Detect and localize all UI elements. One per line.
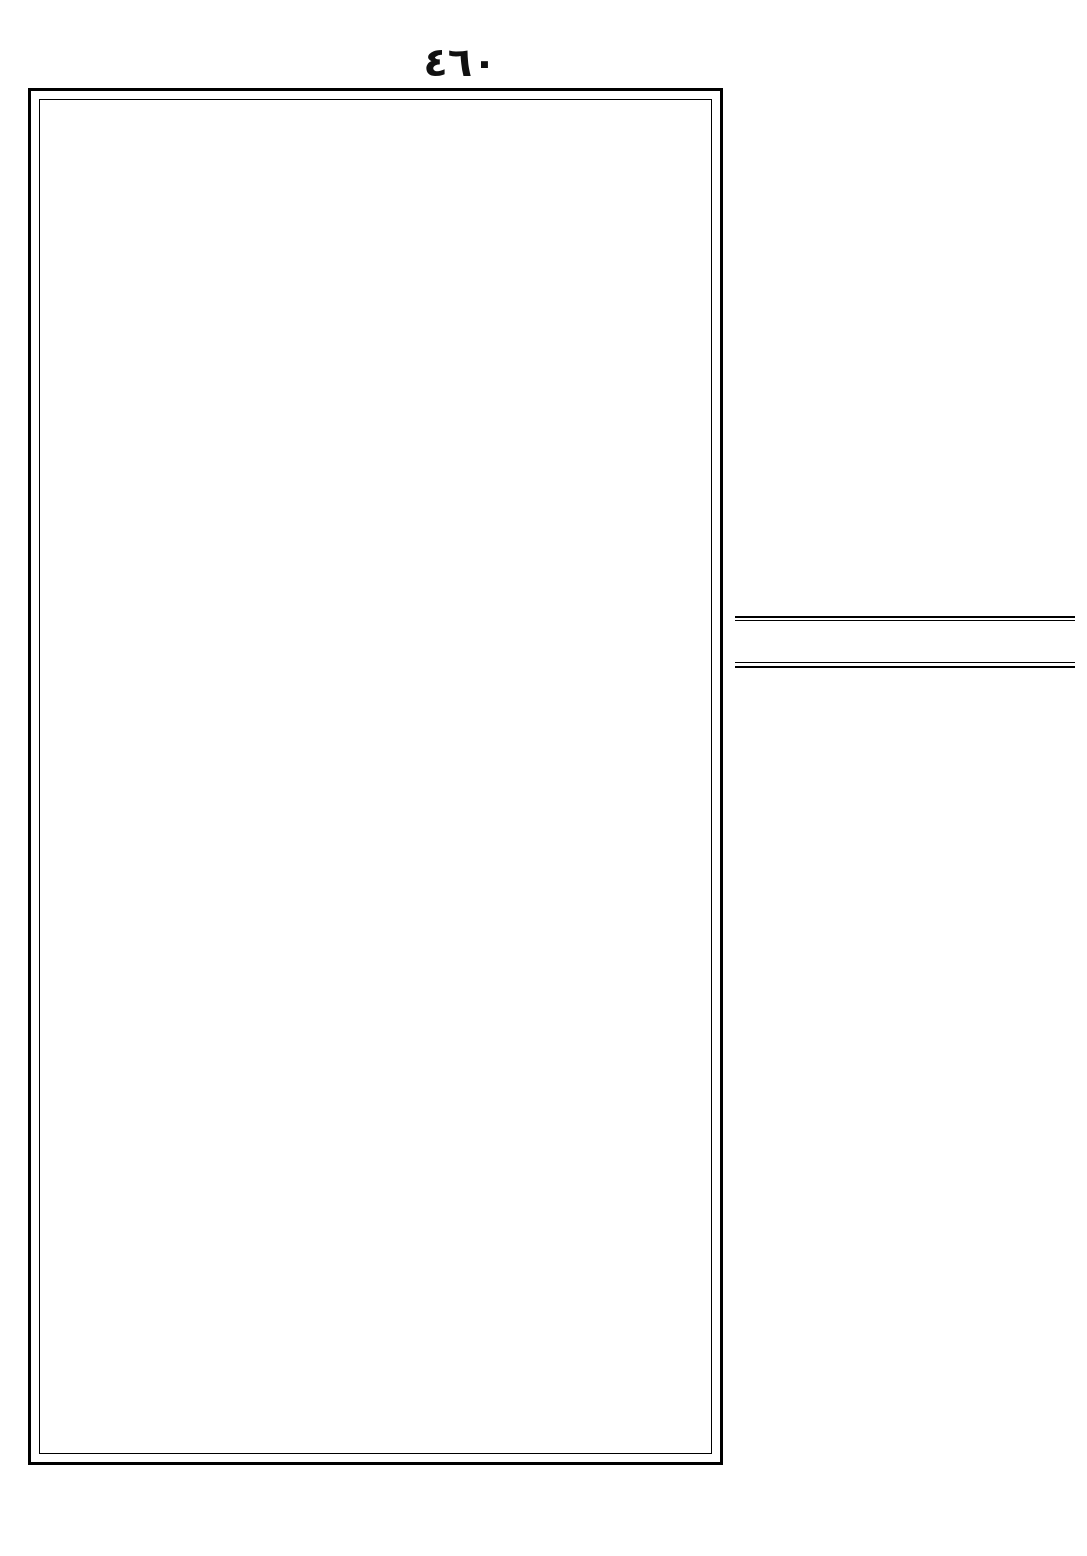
main-text-line [54,857,697,888]
side-text-line [735,1393,1075,1426]
main-text-line [54,513,697,544]
main-text-line [54,951,697,982]
side-text-line [735,906,1075,939]
side-text-line [735,776,1075,809]
side-text-line [735,1133,1075,1166]
main-text-line [54,732,697,763]
main-text-line [54,200,697,231]
side-text-line [735,1523,1075,1556]
main-text-line [54,795,697,826]
side-heading-rule-bottom-inner [735,662,1075,663]
main-text-line [54,1295,697,1326]
side-heading-rule-top-inner [735,620,1075,621]
side-text-line [735,543,1075,576]
side-text-line [735,413,1075,446]
side-text-line [735,743,1075,776]
main-text-line [54,763,697,794]
main-text-line [54,920,697,951]
side-text-line [735,218,1075,251]
main-commentary-inner-border [39,99,712,1454]
side-text-line [735,478,1075,511]
side-text-line [735,381,1075,414]
side-text-line [735,1491,1075,1524]
page-number: ٤٦٠ [423,40,497,86]
side-heading-rule-top [735,616,1075,618]
main-text-line [54,1233,697,1264]
side-text-line [735,1361,1075,1394]
main-commentary-text [54,106,697,1447]
side-text-line [735,711,1075,744]
side-text-line [735,1198,1075,1231]
side-chapter-heading [735,625,1075,658]
main-text-line [54,1045,697,1076]
main-text-line [54,982,697,1013]
side-text-line [735,873,1075,906]
side-text-line [735,1101,1075,1134]
main-text-line [54,888,697,919]
main-text-line [54,137,697,168]
main-text-line [54,1076,697,1107]
main-text-line [54,169,697,200]
main-text-line [54,1014,697,1045]
side-text-line [735,808,1075,841]
main-text-line [54,450,697,481]
main-text-line [54,482,697,513]
main-text-line [54,419,697,450]
running-head [735,38,1075,78]
main-text-line [54,638,697,669]
catchword [64,1470,164,1510]
side-text-line [735,1296,1075,1329]
side-text-line [735,938,1075,971]
main-text-line [54,575,697,606]
main-text-line [54,388,697,419]
main-text-line [54,1389,697,1420]
side-text-line [735,1036,1075,1069]
main-text-line [54,1327,697,1358]
side-text-line [735,1263,1075,1296]
side-text-line [735,348,1075,381]
main-text-line [54,106,697,137]
side-text-line [735,971,1075,1004]
side-text-line [735,88,1075,121]
side-text-line [735,511,1075,544]
main-text-line [54,294,697,325]
side-text-line [735,283,1075,316]
side-text-line [735,446,1075,479]
side-upper-text [735,88,1075,608]
side-commentary-column [735,88,1075,1553]
side-text-line [735,251,1075,284]
main-text-line [54,262,697,293]
side-text-line [735,186,1075,219]
main-text-line [54,1420,697,1451]
main-text-line [54,231,697,262]
main-text-line [54,1264,697,1295]
side-text-line [735,1426,1075,1459]
main-text-line [54,1170,697,1201]
side-text-line [735,1231,1075,1264]
side-text-line [735,121,1075,154]
side-text-line [735,1458,1075,1491]
main-text-line [54,826,697,857]
main-text-line [54,544,697,575]
main-text-line [54,607,697,638]
side-text-line [735,841,1075,874]
side-text-line [735,1166,1075,1199]
side-text-line [735,153,1075,186]
side-text-line [735,1328,1075,1361]
main-text-line [54,1358,697,1389]
side-text-line [735,1068,1075,1101]
main-text-line [54,356,697,387]
side-text-line [735,1003,1075,1036]
main-text-line [54,1201,697,1232]
main-text-line [54,325,697,356]
side-heading-rule-bottom [735,666,1075,668]
side-text-line [735,678,1075,711]
side-lower-text [735,678,1075,1556]
main-text-line [54,701,697,732]
main-text-line [54,1139,697,1170]
main-commentary-frame [28,88,723,1465]
main-text-line [54,669,697,700]
side-text-line [735,576,1075,609]
main-text-line [54,1108,697,1139]
side-text-line [735,316,1075,349]
